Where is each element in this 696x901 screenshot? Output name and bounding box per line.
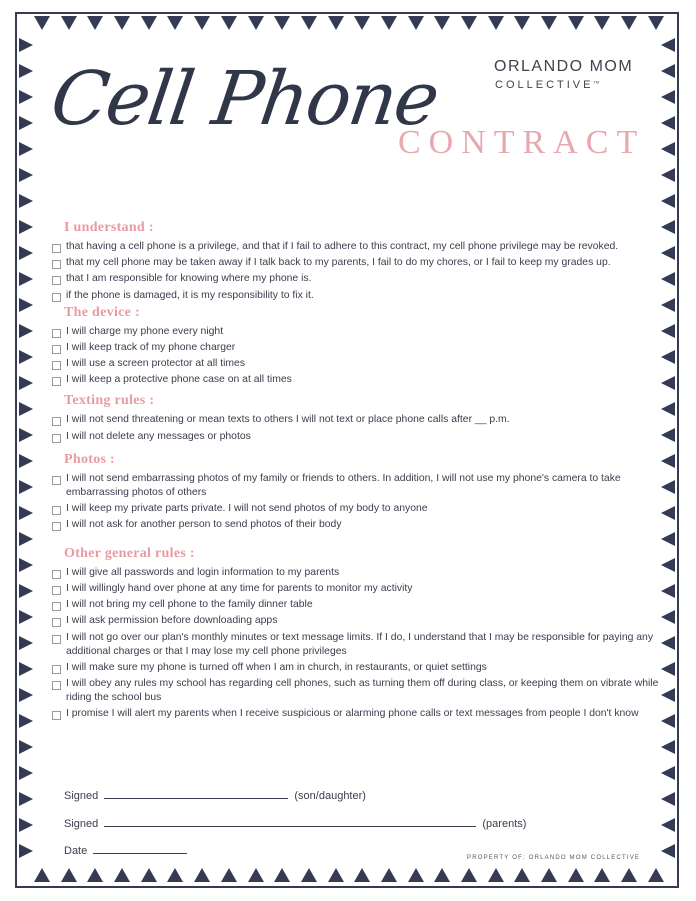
- signed-suffix-1: (son/daughter): [294, 790, 366, 802]
- border-triangle: [661, 792, 675, 806]
- border-triangle: [648, 16, 664, 30]
- border-triangle: [328, 16, 344, 30]
- checkbox[interactable]: [52, 377, 61, 386]
- checkbox[interactable]: [52, 570, 61, 579]
- border-triangle: [381, 16, 397, 30]
- border-triangle: [19, 38, 33, 52]
- signature-line-parents[interactable]: [104, 817, 476, 827]
- section-heading: Other general rules :: [64, 545, 195, 561]
- checklist-item-text: I will keep track of my phone charger: [66, 341, 236, 353]
- section-heading: Texting rules :: [64, 393, 155, 409]
- border-triangle: [301, 16, 317, 30]
- checklist-item-text: that my cell phone may be taken away if I talk back to my parents, I fail to do my chores, or I fail to keep my grades up.: [66, 257, 611, 269]
- checklist-item-text: I will not send threatening or mean texts to others I will not text or place phone calls after __ p.m.: [66, 414, 510, 426]
- checklist-item: [52, 240, 662, 254]
- checklist-item: [52, 430, 662, 444]
- border-triangle: [661, 584, 675, 598]
- border-triangle: [19, 506, 33, 520]
- checklist-item: [52, 256, 662, 270]
- checklist-item: [52, 472, 662, 500]
- section: [52, 220, 662, 303]
- border-triangle: [19, 636, 33, 650]
- border-triangle: [661, 194, 675, 208]
- date-field: [64, 844, 190, 857]
- checklist-item-text: I will not send embarrassing photos of my family or friends to others. In addition, I will not use my phone's camera to take embarrassing photos of others: [66, 472, 621, 498]
- checklist-item: [52, 325, 662, 339]
- border-triangle: [661, 168, 675, 182]
- checklist-item-text: I will ask permission before downloading apps: [66, 615, 278, 627]
- border-triangle: [19, 324, 33, 338]
- checklist-item: [52, 518, 662, 532]
- border-triangle: [19, 246, 33, 260]
- signed-suffix-2: (parents): [482, 818, 527, 830]
- border-triangle: [194, 868, 210, 882]
- border-triangle: [87, 868, 103, 882]
- border-triangle: [541, 868, 557, 882]
- border-triangle: [19, 740, 33, 754]
- checkbox[interactable]: [52, 711, 61, 720]
- border-triangle: [19, 272, 33, 286]
- checklist-item-text: I will not bring my cell phone to the family dinner table: [66, 599, 313, 611]
- checkbox[interactable]: [52, 681, 61, 690]
- checklist-item: [52, 357, 662, 371]
- checklist-item: [52, 598, 662, 612]
- border-triangle: [661, 662, 675, 676]
- checkbox[interactable]: [52, 665, 61, 674]
- border-triangle: [488, 868, 504, 882]
- border-triangle: [19, 142, 33, 156]
- border-triangle: [541, 16, 557, 30]
- border-triangle: [661, 246, 675, 260]
- border-triangle: [594, 868, 610, 882]
- border-triangle: [34, 868, 50, 882]
- border-triangle: [19, 558, 33, 572]
- checklist-item-text: I will charge my phone every night: [66, 325, 224, 337]
- border-triangle: [434, 16, 450, 30]
- checkbox[interactable]: [52, 260, 61, 269]
- signature-parents: [64, 817, 526, 830]
- checklist-item-text: I promise I will alert my parents when I receive suspicious or alarming phone calls or text messages from people I don't know: [66, 708, 639, 720]
- brand-collective-text: COLLECTIVE: [495, 79, 594, 91]
- border-triangle: [661, 818, 675, 832]
- checklist-item-text: I will make sure my phone is turned off when I am in church, in restaurants, or quiet settings: [66, 661, 487, 673]
- signed-label-1: Signed: [64, 790, 99, 802]
- checklist-item-text: I will not go over our plan's monthly minutes or text message limits. If I do, I understand that I may be responsible for paying any additional charges or that I may lose my cell phone privileges: [66, 631, 654, 657]
- checkbox[interactable]: [52, 635, 61, 644]
- top-triangle-border: [34, 16, 664, 36]
- checklist-item: [52, 661, 662, 675]
- left-triangle-border: [19, 38, 35, 858]
- border-triangle: [19, 454, 33, 468]
- border-triangle: [194, 16, 210, 30]
- checklist-item: [52, 707, 662, 721]
- checklist-item-text: I will keep my private parts private. I will not send photos of my body to anyone: [66, 502, 428, 514]
- border-triangle: [514, 16, 530, 30]
- checklist-item: [52, 502, 662, 516]
- border-triangle: [354, 16, 370, 30]
- border-triangle: [87, 16, 103, 30]
- border-triangle: [661, 714, 675, 728]
- border-triangle: [661, 636, 675, 650]
- checklist-item: [52, 582, 662, 596]
- border-triangle: [248, 16, 264, 30]
- signed-label-2: Signed: [64, 818, 99, 830]
- border-triangle: [661, 454, 675, 468]
- border-triangle: [661, 610, 675, 624]
- section: [52, 546, 662, 721]
- checklist-item-text: if the phone is damaged, it is my responsibility to fix it.: [66, 289, 314, 301]
- border-triangle: [328, 868, 344, 882]
- checkbox[interactable]: [52, 434, 61, 443]
- border-triangle: [621, 868, 637, 882]
- section-heading: I understand :: [64, 220, 154, 235]
- border-triangle: [167, 868, 183, 882]
- border-triangle: [381, 868, 397, 882]
- border-triangle: [61, 16, 77, 30]
- section-heading: The device :: [64, 304, 140, 320]
- checkbox[interactable]: [52, 506, 61, 515]
- border-triangle: [19, 714, 33, 728]
- border-triangle: [19, 402, 33, 416]
- section: [52, 305, 662, 388]
- checkbox[interactable]: [52, 276, 61, 285]
- border-triangle: [19, 818, 33, 832]
- border-triangle: [19, 168, 33, 182]
- checklist-item-text: that having a cell phone is a privilege, and that if I fail to adhere to this contract, my cell phone privilege may be revoked.: [66, 241, 619, 252]
- checklist-item: [52, 566, 662, 580]
- checklist-item-text: that I am responsible for knowing where my phone is.: [66, 273, 312, 285]
- checklist-item-text: I will not delete any messages or photos: [66, 430, 251, 442]
- border-triangle: [408, 868, 424, 882]
- checkbox[interactable]: [52, 417, 61, 426]
- border-triangle: [461, 868, 477, 882]
- date-label: Date: [64, 845, 88, 857]
- border-triangle: [221, 868, 237, 882]
- border-triangle: [301, 868, 317, 882]
- border-triangle: [661, 220, 675, 234]
- border-triangle: [568, 868, 584, 882]
- border-triangle: [661, 506, 675, 520]
- border-triangle: [19, 688, 33, 702]
- border-triangle: [568, 16, 584, 30]
- border-triangle: [19, 428, 33, 442]
- border-triangle: [19, 116, 33, 130]
- signature-child: [64, 789, 366, 802]
- border-triangle: [661, 376, 675, 390]
- border-triangle: [661, 272, 675, 286]
- border-triangle: [248, 868, 264, 882]
- border-triangle: [34, 16, 50, 30]
- checkbox[interactable]: [52, 329, 61, 338]
- border-triangle: [19, 766, 33, 780]
- border-triangle: [661, 428, 675, 442]
- section-heading: Photos :: [64, 451, 116, 467]
- border-triangle: [19, 662, 33, 676]
- border-triangle: [19, 194, 33, 208]
- border-triangle: [661, 766, 675, 780]
- border-triangle: [221, 16, 237, 30]
- contract-body: [52, 220, 662, 723]
- border-triangle: [461, 16, 477, 30]
- border-triangle: [61, 868, 77, 882]
- border-triangle: [19, 220, 33, 234]
- border-triangle: [114, 868, 130, 882]
- checkbox[interactable]: [52, 586, 61, 595]
- border-triangle: [19, 792, 33, 806]
- checklist-item: [52, 677, 662, 705]
- checklist-item-text: I will keep a protective phone case on at all times: [66, 374, 292, 386]
- border-triangle: [114, 16, 130, 30]
- checkbox[interactable]: [52, 345, 61, 354]
- border-triangle: [274, 868, 290, 882]
- border-triangle: [141, 16, 157, 30]
- checklist-item: [52, 341, 662, 355]
- border-triangle: [19, 90, 33, 104]
- checklist-item-text: I will give all passwords and login information to my parents: [66, 566, 340, 578]
- border-triangle: [19, 584, 33, 598]
- border-triangle: [661, 142, 675, 156]
- border-triangle: [434, 868, 450, 882]
- border-triangle: [661, 90, 675, 104]
- border-triangle: [661, 350, 675, 364]
- border-triangle: [661, 480, 675, 494]
- checkbox[interactable]: [52, 361, 61, 370]
- border-triangle: [167, 16, 183, 30]
- checklist-item: [52, 373, 662, 387]
- property-footer: PROPERTY OF: ORLANDO MOM COLLECTIVE: [467, 855, 641, 861]
- border-triangle: [661, 38, 675, 52]
- checklist-item-text: I will not ask for another person to send photos of their body: [66, 518, 342, 530]
- checkbox[interactable]: [52, 476, 61, 485]
- border-triangle: [514, 868, 530, 882]
- checklist-item: [52, 614, 662, 628]
- title-script: Cell Phone: [45, 56, 443, 142]
- border-triangle: [648, 868, 664, 882]
- checklist-item: [52, 631, 662, 659]
- border-triangle: [661, 402, 675, 416]
- title-contract: CONTRACT: [398, 124, 646, 161]
- checkbox[interactable]: [52, 602, 61, 611]
- border-triangle: [594, 16, 610, 30]
- border-triangle: [19, 350, 33, 364]
- border-triangle: [488, 16, 504, 30]
- bottom-triangle-border: [34, 868, 664, 888]
- border-triangle: [19, 610, 33, 624]
- right-triangle-border: [661, 38, 677, 858]
- border-triangle: [661, 64, 675, 78]
- checklist-item-text: I will willingly hand over phone at any time for parents to monitor my activity: [66, 583, 413, 595]
- checkbox[interactable]: [52, 293, 61, 302]
- border-triangle: [661, 532, 675, 546]
- brand-tm: TM: [593, 79, 600, 85]
- checkbox[interactable]: [52, 244, 61, 253]
- signature-line-child[interactable]: [104, 789, 288, 799]
- section: [52, 452, 662, 532]
- border-triangle: [621, 16, 637, 30]
- border-triangle: [19, 480, 33, 494]
- border-triangle: [408, 16, 424, 30]
- section: [52, 393, 662, 443]
- border-triangle: [19, 64, 33, 78]
- border-triangle: [141, 868, 157, 882]
- border-triangle: [661, 298, 675, 312]
- border-triangle: [661, 844, 675, 858]
- checkbox[interactable]: [52, 522, 61, 531]
- brand-collective: [495, 79, 599, 91]
- border-triangle: [661, 558, 675, 572]
- brand-name: ORLANDO MOM: [494, 58, 634, 75]
- border-triangle: [661, 116, 675, 130]
- border-triangle: [661, 740, 675, 754]
- border-triangle: [19, 376, 33, 390]
- border-triangle: [354, 868, 370, 882]
- border-triangle: [19, 298, 33, 312]
- border-triangle: [19, 844, 33, 858]
- checklist-item: [52, 289, 662, 303]
- border-triangle: [19, 532, 33, 546]
- checklist-item-text: I will obey any rules my school has regarding cell phones, such as turning them off during class, or keeping them on vibrate while riding the school bus: [66, 678, 659, 703]
- border-triangle: [661, 688, 675, 702]
- checklist-item: [52, 272, 662, 286]
- date-line[interactable]: [93, 844, 187, 854]
- checklist-item-text: I will use a screen protector at all times: [66, 358, 246, 370]
- border-triangle: [661, 324, 675, 338]
- checkbox[interactable]: [52, 618, 61, 627]
- checklist-item: [52, 413, 662, 427]
- border-triangle: [274, 16, 290, 30]
